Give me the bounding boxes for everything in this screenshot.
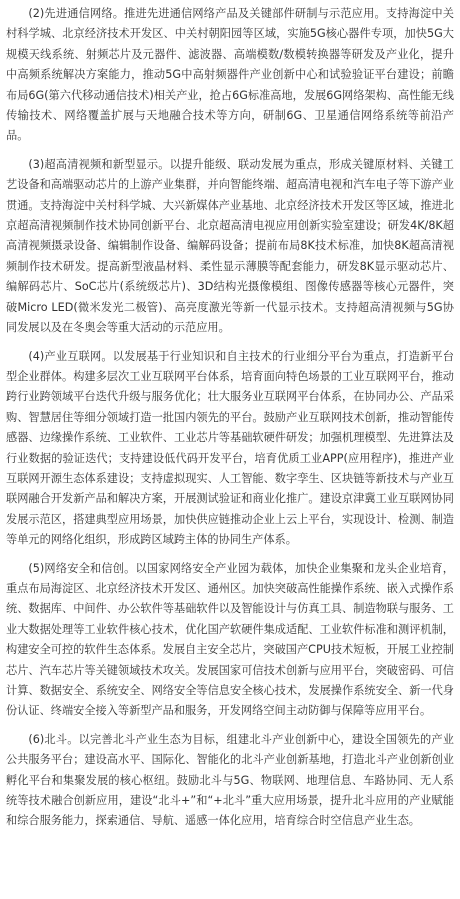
paragraph-uhd-video-and-display: (3)超高清视频和新型显示。以提升能级、联动发展为重点，形成关键原材料、关键工艺设备和高端驱动芯片的上游产业集群，并向智能终端、超高清电视和汽车电子等下游产业贯通。支持海淀中关村科学城、大兴新媒体产业基地、北京经济技术开发区等区域，推进北京超高清视频制作技术协同创新平台、北京超高清电视应用创新实验室建设；研发4K/8K超高清视频摄录设备、编辑制作设备、编解码设备；提前布局8K技术标准，加快8K超高清视频制作技术研发。提高新型液晶材料、柔性显示薄膜等配套能力，研发8K显示驱动芯片、编解码芯片、SoC芯片(系统级芯片)、3D结构光摄像模组、图像传感器等核心元器件，突破Micro LED(微米发光二极管)、高亮度激光等新一代显示技术。支持超高清视频与5G协同发展以及在冬奥会等重大活动的示范应用。 <box>6 157 454 335</box>
paragraph-advanced-communication-network: (2)先进通信网络。推进先进通信网络产品及关键部件研制与示范应用。支持海淀中关村科学城、北京经济技术开发区、中关村朝阳园等区域，实施5G核心器件专项，加快5G大规模天线系统、射频芯片及元器件、滤波器、高端模数/数模转换器等研发及产业化，提升中高频系统解决方案能力，推动5G中高射频器件产业创新中心和试验验证平台建设；前瞻布局6G(第六代移动通信技术)相关产业，抢占6G标准高地，发展6G网络架构、高性能无线传输技术、网络覆盖扩展与天地融合技术等方向，研制6G、卫星通信网络系统等前沿产品。 <box>6 7 454 143</box>
paragraph-cybersecurity-and-xinchuang: (5)网络安全和信创。以国家网络安全产业园为载体，加快企业集聚和龙头企业培育，重点布局海淀区、北京经济技术开发区、通州区。加快突破高性能操作系统、嵌入式操作系统、数据库、中间件、办公软件等基础软件以及智能设计与仿真工具、制造物联与服务、工业大数据处理等工业软件核心技术，优化国产软硬件集成适配、工业软件标准和测评机制，构建安全可控的软件生态体系。发展自主安全芯片，突破国产CPU技术短板，开展工业控制芯片、汽车芯片等关键领域技术攻关。发展国家可信技术创新与应用平台，突破密码、可信计算、数据安全、系统安全、网络安全等信息安全核心技术，发展操作系统安全、新一代身份认证、终端安全接入等新型产品和服务，开发网络空间主动防御与保障等应用平台。 <box>6 561 454 718</box>
paragraph-beidou: (6)北斗。以完善北斗产业生态为目标，组建北斗产业创新中心，建设全国领先的产业公共服务平台；建设高水平、国际化、智能化的北斗产业创新基地，打造北斗产业创新创业孵化平台和集聚发展的核心枢纽。鼓励北斗与5G、物联网、地理信息、车路协同、无人系统等技术融合创新应用，建设“北斗+”和“+北斗”重大应用场景，提升北斗应用的产业赋能和综合服务能力，探索通信、导航、遥感一体化应用，培育综合时空信息产业生态。 <box>6 732 454 828</box>
paragraph-industrial-internet: (4)产业互联网。以发展基于行业知识和自主技术的行业细分平台为重点，打造新平台型企业群体。构建多层次工业互联网平台体系，培育面向特色场景的工业互联网平台，推动跨行业跨领域平台迭代升级与服务优化；壮大服务业互联网平台体系，在协同办公、产品采购、智慧居住等细分领域打造一批国内领先的平台。鼓励产业互联网技术创新，推动智能传感器、边缘操作系统、工业软件、工业芯片等基础软硬件研发；加强机理模型、先进算法及行业数据的验证迭代；支持建设低代码开发平台，培育优质工业APP(应用程序)，推进产业互联网开源生态体系建设；支持虚拟现实、人工智能、数字孪生、区块链等新技术与产业互联网融合开发新产品和解决方案，开展测试验证和商业化推广。建设京津冀工业互联网协同发展示范区，搭建典型应用场景，加快供应链推动企业上云上平台，实现设计、检测、制造等单元的网络化组织，形成跨区域跨主体的协同生产体系。 <box>6 349 454 547</box>
document-body <box>6 4 454 832</box>
